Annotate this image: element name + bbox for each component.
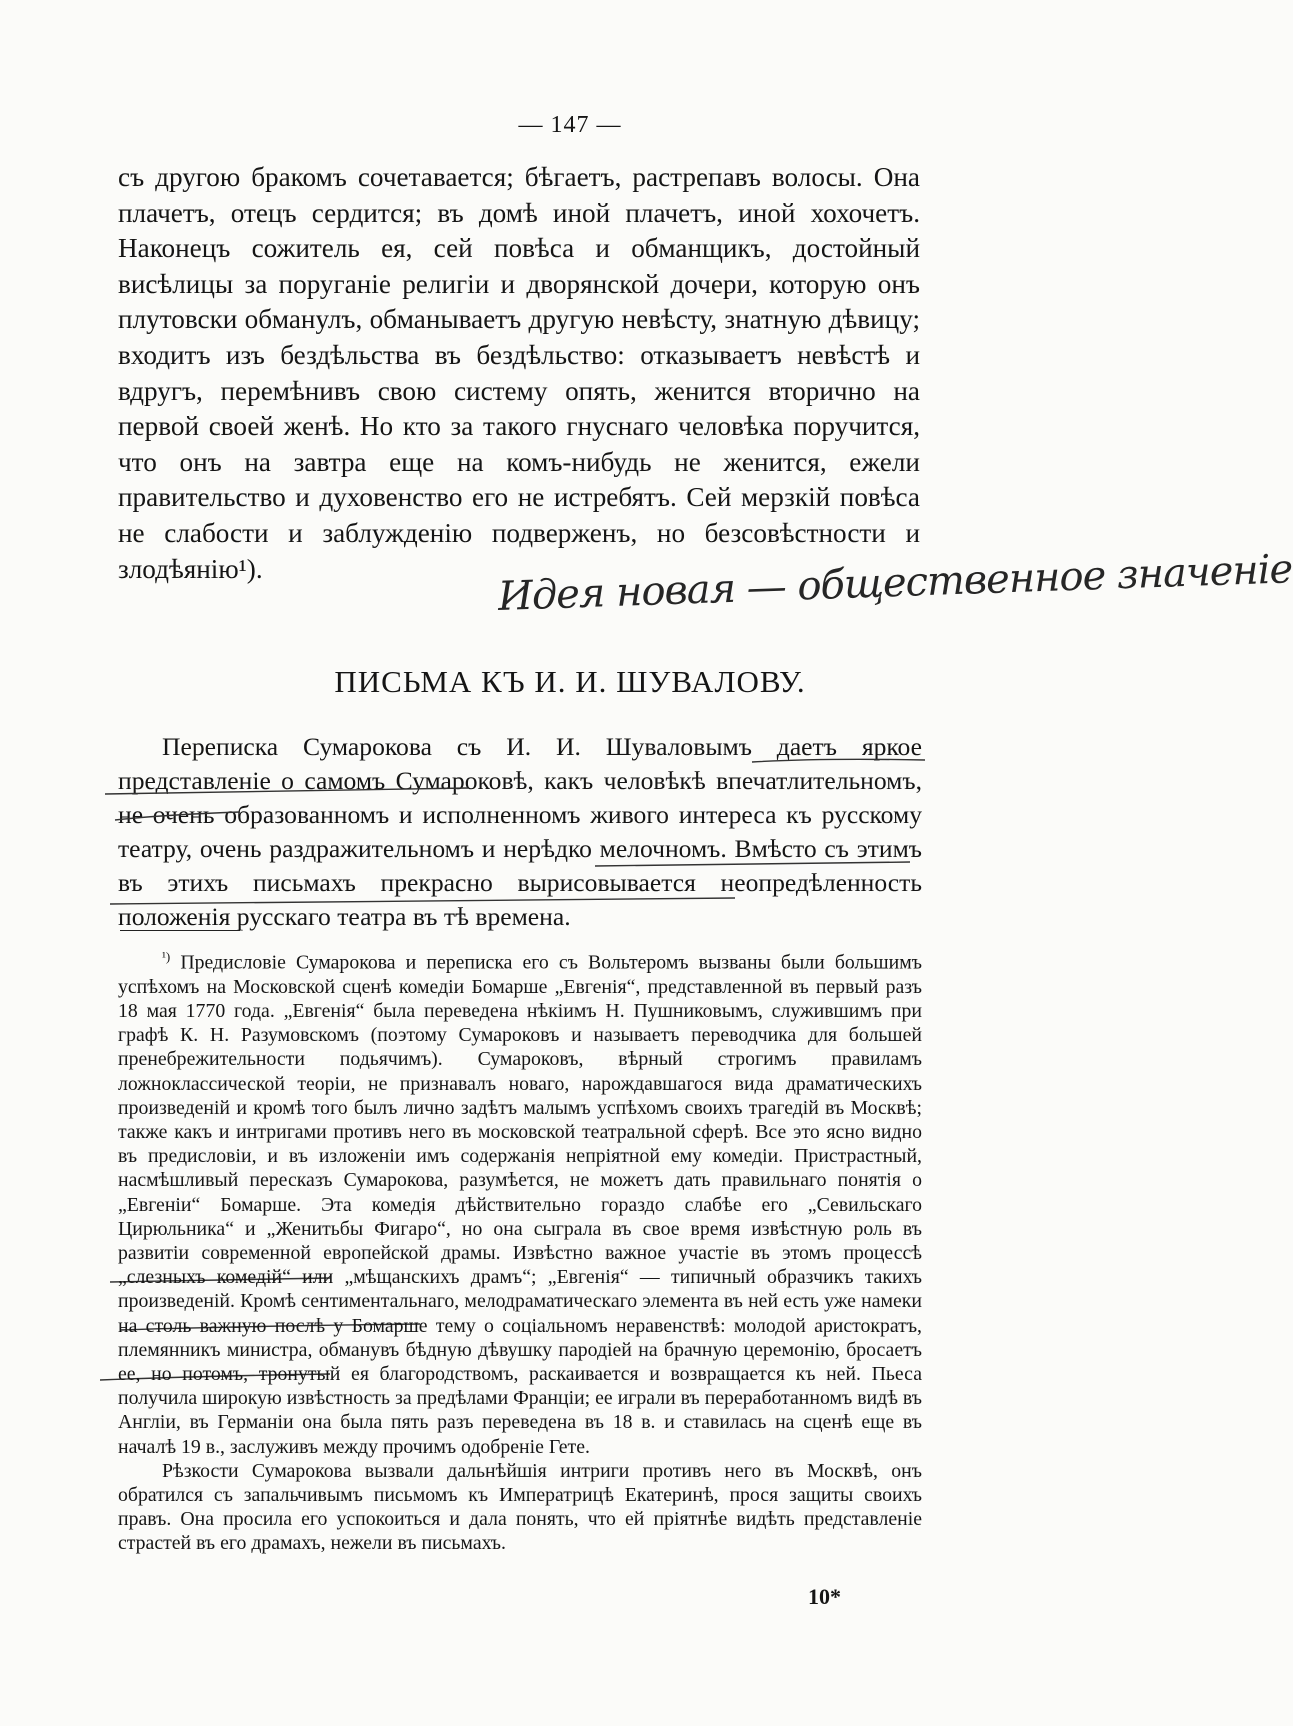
footnote-text: Предисловіе Сумарокова и переписка его съ Вольтеромъ вызваны были большимъ успѣхомъ на Московской сценѣ комедіи Бомарше „Евгенія“, представленной въ первый разъ 18 мая 1770 года. „Евгенія“ была переведена нѣкіимъ Н. Пушниковымъ, служившимъ при графѣ К. Н. Разумовскомъ (поэтому Сумароковъ и называетъ переводчика для большей пренебрежительности подьячимъ). Сумароковъ, вѣрный строгимъ правиламъ ложноклассической теоріи, не признавалъ новаго, нарождавшагося вида драматическихъ произведеній и кромѣ того былъ лично задѣтъ малымъ успѣхомъ своихъ трагедій въ Москвѣ; также какъ и интригами противъ него въ московской театральной сферѣ. Все это ясно видно въ предисловіи, и въ изложеніи имъ содержанія непріятной ему комедіи. Пристрастный, насмѣшливый пересказъ Сумарокова, разумѣется, не можетъ дать правильнаго понятія о „Евгеніи“ Бомарше. Эта комедія дѣйствительно гораздо слабѣе его „Севильскаго Цирюльника“ и „Женитьбы Фигаро“, но она сыграла въ свое время извѣстную роль въ развитіи современной европейской драмы. Извѣстно важное участіе въ этомъ процессѣ „слезныхъ комедій“ или „мѣщанскихъ драмъ“; „Евгенія“ — типичный образчикъ такихъ произведеній. Кромѣ сентиментальнаго, мелодраматическаго элемента въ ней есть уже намеки на столь важную послѣ у Бомарше тему о соціальномъ неравенствѣ: молодой аристократъ, племянникъ министра, обманувъ бѣдную дѣвушку пародіей на брачную церемонію, бросаетъ ее, но потомъ, тронутый ея благородствомъ, раскаивается и возвращается къ ней. Пьеса получила широкую извѣстность за предѣлами Франціи; ее играли въ переработанномъ видѣ въ Англіи, въ Германіи она была пять разъ переведена въ 18 в. и ставилась на сценѣ еще въ началѣ 19 в., заслуживъ между прочимъ одобреніе Гете. <box>118 951 922 1458</box>
main-paragraph: съ другою бракомъ сочетавается; бѣгаетъ, растрепавъ волосы. Она плачетъ, отецъ сердится; въ домѣ иной плачетъ, иной хохочетъ. Наконецъ сожитель ея, сей повѣса и обманщикъ, достойный висѣлицы за поруганіе религіи и дворянской дочери, которую онъ плутовски обманулъ, обманываетъ другую невѣсту, знатную дѣвицу; входитъ изъ бездѣльства въ бездѣльство: отказываетъ невѣстѣ и вдругъ, перемѣнивъ свою систему опять, женится вторично на первой своей женѣ. Но кто за такого гнуснаго человѣка поручится, что онъ на завтра еще на комъ-нибудь не женится, ежели правительство и духовенство его не истребятъ. Сей мерзкій повѣса не слабости и заблужденію подверженъ, но безсовѣстности и злодѣянію¹). <box>118 162 920 584</box>
footnote-paragraph-2: Рѣзкости Сумарокова вызвали дальнѣйшія интриги противъ него въ Москвѣ, онъ обратился съ запальчивымъ письмомъ къ Императрицѣ Екатеринѣ, прося защиты своихъ правъ. Она просила его успокоиться и дала понять, что ей пріятнѣе видѣть представленіе страстей въ его драмахъ, нежели въ письмахъ. <box>118 1459 922 1555</box>
handwritten-note: Идея новая — общественное значеніе <box>497 546 1293 620</box>
signature-mark: 10* <box>808 1584 841 1609</box>
page-number: — 147 — <box>518 112 622 138</box>
footnote-divider <box>120 930 240 931</box>
section-paragraph: Переписка Сумарокова съ И. И. Шуваловымъ даетъ яркое представленіе о самомъ Сумароковѣ, какъ человѣкѣ впечатлительномъ, не очень образованномъ и исполненномъ живого интереса къ русскому театру, очень раздражительномъ и нерѣдко мелочномъ. Вмѣсто съ этимъ въ этихъ письмахъ прекрасно вырисовывается неопредѣленность положенія русскаго театра въ тѣ времена. <box>118 732 922 931</box>
main-text-block <box>118 160 920 587</box>
footnote-block <box>118 945 922 1556</box>
section-heading: ПИСЬМА КЪ И. И. ШУВАЛОВУ. <box>334 664 806 699</box>
footnote-paragraph <box>118 945 922 1459</box>
section-text-block <box>118 730 922 934</box>
footnote-marker: ¹) <box>162 949 171 964</box>
